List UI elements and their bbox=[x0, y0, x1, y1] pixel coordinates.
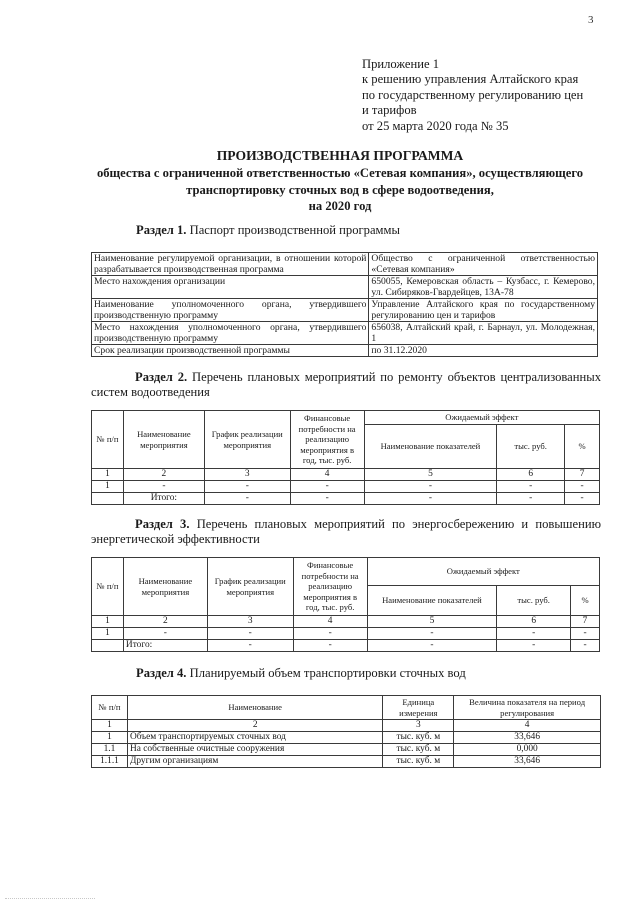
cell: - bbox=[497, 481, 565, 493]
total-label: Итого: bbox=[123, 493, 204, 505]
cell: - bbox=[367, 628, 497, 640]
cell: - bbox=[367, 640, 497, 652]
header-rub: тыс. руб. bbox=[497, 586, 571, 616]
passport-label: Место нахождения организации bbox=[92, 276, 369, 299]
header-schedule: График реализации мероприятия bbox=[204, 411, 290, 469]
header-unit: Единица измерения bbox=[383, 696, 454, 720]
section3-label: Раздел 3. bbox=[135, 517, 190, 531]
col-number: 1 bbox=[92, 616, 124, 628]
cell bbox=[92, 493, 124, 505]
col-number: 4 bbox=[293, 616, 367, 628]
cell: - bbox=[364, 493, 497, 505]
header-value: Величина показателя на период регулирования bbox=[454, 696, 601, 720]
section2-title: Перечень плановых мероприятий по ремонту объектов централизованных систем водоотведения bbox=[91, 370, 601, 399]
header-num: № п/п bbox=[92, 696, 128, 720]
cell: - bbox=[123, 481, 204, 493]
cell: - bbox=[565, 493, 600, 505]
row-value: 33,646 bbox=[454, 756, 601, 768]
subtitle-line: транспортировку сточных вод в сфере водоотведения, bbox=[186, 182, 494, 197]
section3-heading bbox=[91, 517, 601, 547]
cell: - bbox=[290, 481, 364, 493]
col-number: 2 bbox=[123, 469, 204, 481]
col-number: 5 bbox=[364, 469, 497, 481]
table-row bbox=[92, 299, 598, 322]
passport-label: Срок реализации производственной программы bbox=[92, 345, 369, 357]
header-finance: Финансовые потребности на реализацию мероприятия в год, тыс. руб. bbox=[290, 411, 364, 469]
total-label: Итого: bbox=[123, 640, 207, 652]
cell bbox=[92, 640, 124, 652]
row-name: Другим организациям bbox=[127, 756, 382, 768]
header-name: Наименование bbox=[127, 696, 382, 720]
document-subtitle bbox=[60, 165, 620, 215]
row-unit: тыс. куб. м bbox=[383, 732, 454, 744]
section1-label: Раздел 1. bbox=[136, 223, 187, 237]
appendix-note bbox=[362, 57, 583, 134]
cell: 1 bbox=[92, 628, 124, 640]
col-number: 1 bbox=[92, 720, 128, 732]
passport-value: 656038, Алтайский край, г. Барнаул, ул. Молодежная, 1 bbox=[369, 322, 598, 345]
subtitle-line: общества с ограниченной ответственностью «Сетевая компания», осуществляющего bbox=[96, 166, 584, 180]
table-row bbox=[92, 253, 598, 276]
cell: - bbox=[571, 628, 600, 640]
header-schedule: График реализации мероприятия bbox=[207, 558, 293, 616]
scan-footer-mark bbox=[5, 898, 95, 900]
appendix-line: к решению управления Алтайского края bbox=[362, 72, 579, 87]
cell: - bbox=[497, 493, 565, 505]
col-number: 3 bbox=[383, 720, 454, 732]
passport-label: Место нахождения уполномоченного органа, утвердившего производственную программу bbox=[92, 322, 369, 345]
table-row bbox=[92, 732, 601, 744]
row-number: 1 bbox=[92, 732, 128, 744]
table-row bbox=[92, 345, 598, 357]
table-row bbox=[92, 720, 601, 732]
header-effect: Ожидаемый эффект bbox=[367, 558, 599, 586]
header-pct: % bbox=[565, 425, 600, 469]
col-number: 7 bbox=[571, 616, 600, 628]
energy-saving-table bbox=[91, 557, 600, 652]
col-number: 2 bbox=[127, 720, 382, 732]
table-row bbox=[92, 276, 598, 299]
cell: - bbox=[123, 628, 207, 640]
row-unit: тыс. куб. м bbox=[383, 744, 454, 756]
subtitle-line: на 2020 год bbox=[308, 199, 372, 213]
col-number: 7 bbox=[565, 469, 600, 481]
passport-value: Общество с ограниченной ответственностью «Сетевая компания» bbox=[369, 253, 598, 276]
section2-heading bbox=[91, 370, 601, 400]
row-name: Объем транспортируемых сточных вод bbox=[127, 732, 382, 744]
col-number: 5 bbox=[367, 616, 497, 628]
passport-value: Управление Алтайского края по государственному регулированию цен и тарифов bbox=[369, 299, 598, 322]
section4-heading bbox=[136, 666, 466, 681]
section3-title: Перечень плановых мероприятий по энергосбережению и повышению энергетической эффективности bbox=[91, 517, 601, 546]
row-unit: тыс. куб. м bbox=[383, 756, 454, 768]
document-title: ПРОИЗВОДСТВЕННАЯ ПРОГРАММА bbox=[216, 148, 464, 163]
repair-measures-table bbox=[91, 410, 600, 505]
col-number: 2 bbox=[123, 616, 207, 628]
cell: - bbox=[293, 640, 367, 652]
appendix-line: по государственному регулированию цен bbox=[362, 87, 584, 102]
cell: - bbox=[364, 481, 497, 493]
passport-label: Наименование уполномоченного органа, утвердившего производственную программу bbox=[92, 299, 369, 322]
table-row bbox=[92, 322, 598, 345]
cell: - bbox=[204, 481, 290, 493]
cell: - bbox=[293, 628, 367, 640]
row-name: На собственные очистные сооружения bbox=[127, 744, 382, 756]
table-row bbox=[92, 628, 600, 640]
passport-table bbox=[91, 252, 598, 357]
cell: - bbox=[204, 493, 290, 505]
col-number: 1 bbox=[92, 469, 124, 481]
row-number: 1.1 bbox=[92, 744, 128, 756]
table-row-total bbox=[92, 493, 600, 505]
header-finance: Финансовые потребности на реализацию мероприятия в год, тыс. руб. bbox=[293, 558, 367, 616]
cell: - bbox=[571, 640, 600, 652]
header-num: № п/п bbox=[92, 558, 124, 616]
col-number: 3 bbox=[207, 616, 293, 628]
section1-heading bbox=[136, 223, 400, 238]
passport-label: Наименование регулируемой организации, в отношении которой разрабатывается производственная программа bbox=[92, 253, 369, 276]
table-row-total bbox=[92, 640, 600, 652]
cell: - bbox=[207, 640, 293, 652]
section4-title: Планируемый объем транспортировки сточных вод bbox=[186, 666, 466, 680]
header-pct: % bbox=[571, 586, 600, 616]
table-row bbox=[92, 756, 601, 768]
transport-volume-table bbox=[91, 695, 601, 768]
appendix-line: и тарифов bbox=[362, 103, 417, 118]
cell: - bbox=[207, 628, 293, 640]
col-number: 6 bbox=[497, 469, 565, 481]
row-value: 0,000 bbox=[454, 744, 601, 756]
header-name: Наименование мероприятия bbox=[123, 558, 207, 616]
header-indicator: Наименование показателей bbox=[367, 586, 497, 616]
section1-title: Паспорт производственной программы bbox=[186, 223, 400, 237]
table-row bbox=[92, 481, 600, 493]
header-rub: тыс. руб. bbox=[497, 425, 565, 469]
passport-value: по 31.12.2020 bbox=[369, 345, 598, 357]
table-row bbox=[92, 744, 601, 756]
col-number: 4 bbox=[290, 469, 364, 481]
cell: - bbox=[497, 628, 571, 640]
row-value: 33,646 bbox=[454, 732, 601, 744]
header-name: Наименование мероприятия bbox=[123, 411, 204, 469]
cell: - bbox=[497, 640, 571, 652]
table-row bbox=[92, 469, 600, 481]
page-number: 3 bbox=[588, 14, 594, 26]
col-number: 4 bbox=[454, 720, 601, 732]
passport-value: 650055, Кемеровская область – Кузбасс, г. Кемерово, ул. Сибиряков-Гвардейцев, 13А-78 bbox=[369, 276, 598, 299]
row-number: 1.1.1 bbox=[92, 756, 128, 768]
col-number: 6 bbox=[497, 616, 571, 628]
header-effect: Ожидаемый эффект bbox=[364, 411, 599, 425]
header-num: № п/п bbox=[92, 411, 124, 469]
table-row bbox=[92, 616, 600, 628]
header-indicator: Наименование показателей bbox=[364, 425, 497, 469]
section2-label: Раздел 2. bbox=[135, 370, 188, 384]
cell: 1 bbox=[92, 481, 124, 493]
appendix-line: от 25 марта 2020 года № 35 bbox=[362, 118, 509, 133]
section4-label: Раздел 4. bbox=[136, 666, 187, 680]
cell: - bbox=[290, 493, 364, 505]
appendix-line: Приложение 1 bbox=[362, 57, 440, 71]
col-number: 3 bbox=[204, 469, 290, 481]
cell: - bbox=[565, 481, 600, 493]
